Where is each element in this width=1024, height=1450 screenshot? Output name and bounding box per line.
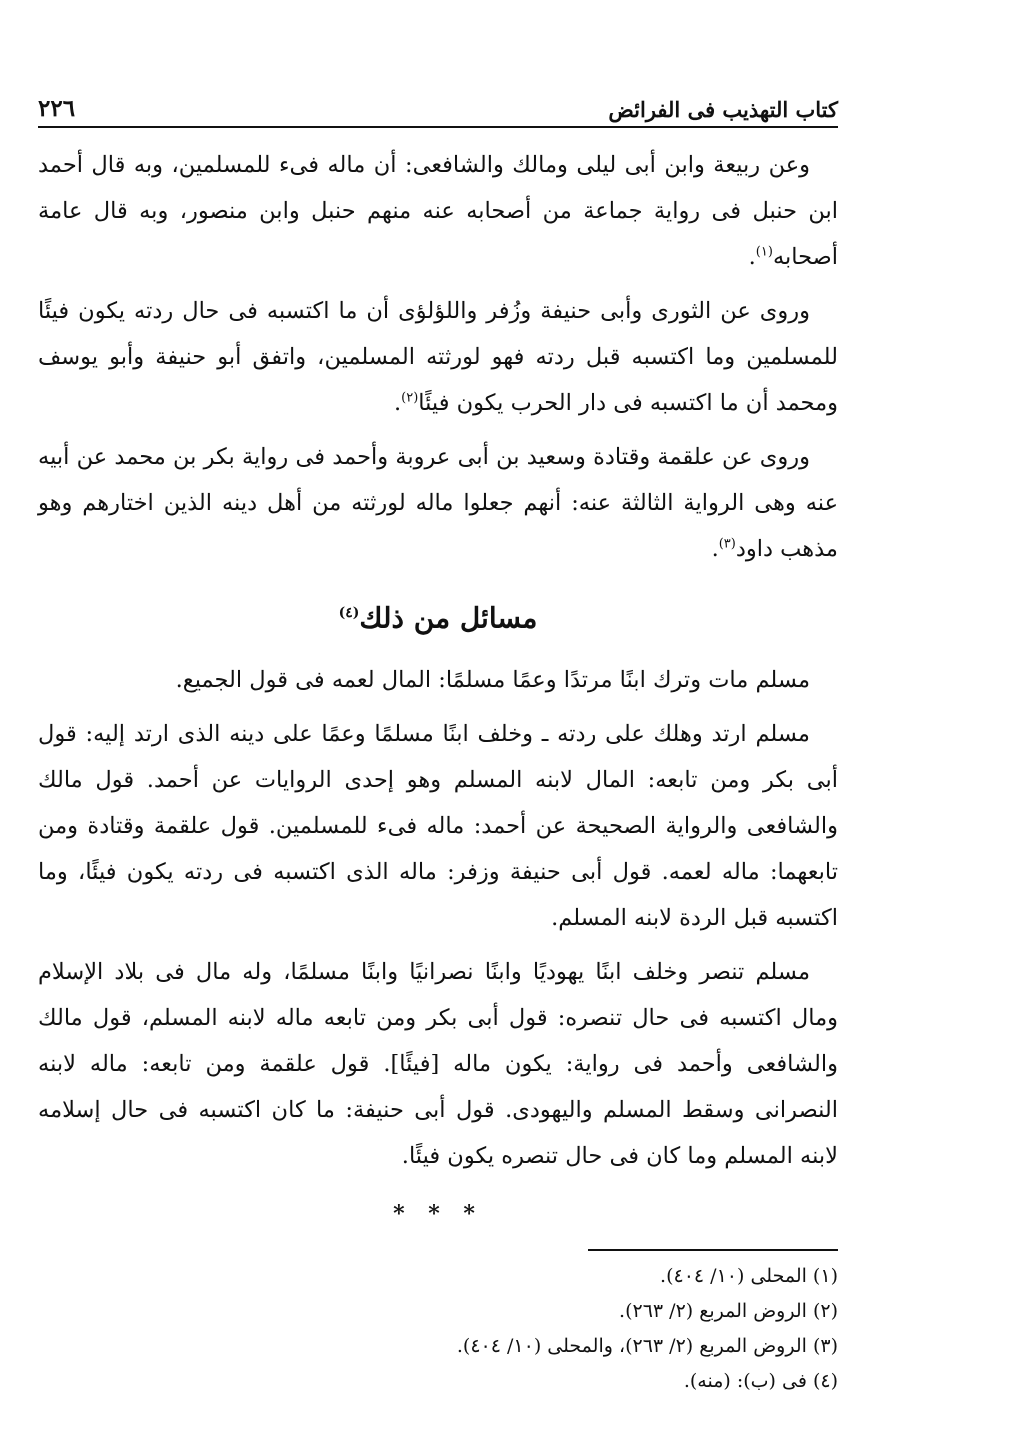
footnote: (٣) الروض المربع (٢/ ٢٦٣)، والمحلى (١٠/ ٤٠٤). bbox=[456, 1335, 838, 1358]
main-text bbox=[38, 142, 838, 1399]
paragraph: وروى عن علقمة وقتادة وسعيد بن أبى عروبة وأحمد فى رواية بكر بن محمد عن أبيه عنه وهى الرواية الثالثة عنه: أنهم جعلوا ماله لورثته من أهل دينه الذين اختارهم وهو مذهب داود$^{(٣)}$. bbox=[38, 444, 838, 562]
paragraph: مسلم ارتد وهلك على ردته ـ وخلف ابنًا مسلمًا وعمًا على دينه الذى ارتد إليه: قول أبى بكر ومن تابعه: المال لابنه المسلم وهو إحدى الروايات عن أحمد. قول مالك والشافعى والرواية الصحيحة عن أحمد: ماله فىء للمسلمين. قول علقمة وقتادة ومن تابعهما: ماله لعمه. قول أبى حنيفة وزفر: ماله الذى اكتسبه فى ردته يكون فيئًا، وما اكتسبه قبل الردة لابنه المسلم. bbox=[38, 721, 838, 932]
page-header bbox=[38, 88, 838, 128]
paragraph: وروى عن الثورى وأبى حنيفة وزُفر واللؤلؤى أن ما اكتسبه فى حال ردته يكون فيئًا للمسلمين وما اكتسبه قبل ردته فهو لورثته المسلمين، واتفق أبو حنيفة وأبو يوسف ومحمد أن ما اكتسبه فى دار الحرب يكون فيئًا$^{(٢)}$. bbox=[38, 298, 838, 416]
footnote-ref: (٤) bbox=[338, 605, 360, 621]
paragraph: مسلم مات وترك ابنًا مرتدًا وعمًا مسلمًا: المال لعمه فى قول الجميع. bbox=[175, 667, 810, 694]
document-page bbox=[38, 88, 838, 1399]
footnote-ref: (٣) bbox=[718, 536, 736, 552]
footnote-divider bbox=[588, 1249, 838, 1251]
footnotes bbox=[38, 1259, 838, 1399]
footnote: (٤) فى (ب): (منه). bbox=[683, 1370, 838, 1393]
page-number: ٢٢٦ bbox=[38, 95, 76, 122]
paragraph: وعن ربيعة وابن أبى ليلى ومالك والشافعى: أن ماله فىء للمسلمين، وبه قال أحمد ابن حنبل فى رواية جماعة من أصحابه عنه منهم حنبل وابن منصور، وبه قال عامة أصحابه$^{(١)}$. bbox=[38, 152, 838, 270]
book-title: كتاب التهذيب فى الفرائض bbox=[608, 97, 838, 122]
footnote: (٢) الروض المربع (٢/ ٢٦٣). bbox=[619, 1300, 838, 1323]
section-separator: * * * bbox=[393, 1201, 483, 1228]
section-heading: مسائل من ذلك$^{(٤)}$ bbox=[338, 601, 538, 635]
footnote-ref: (١) bbox=[755, 244, 773, 260]
footnote-ref: (٢) bbox=[401, 390, 419, 406]
paragraph: مسلم تنصر وخلف ابنًا يهوديًا وابنًا نصرانيًا وابنًا مسلمًا، وله مال فى بلاد الإسلام ومال اكتسبه فى حال تنصره: قول أبى بكر ومن تابعه ماله لابنه المسلم، قول مالك والشافعى وأحمد فى رواية: يكون ماله [فيئًا]. قول علقمة ومن تابعه: ماله لابنه النصرانى وسقط المسلم واليهودى. قول أبى حنيفة: ما كان اكتسبه فى حال إسلامه لابنه المسلم وما كان فى حال تنصره يكون فيئًا. bbox=[38, 959, 838, 1170]
footnote: (١) المحلى (١٠/ ٤٠٤). bbox=[660, 1265, 838, 1288]
